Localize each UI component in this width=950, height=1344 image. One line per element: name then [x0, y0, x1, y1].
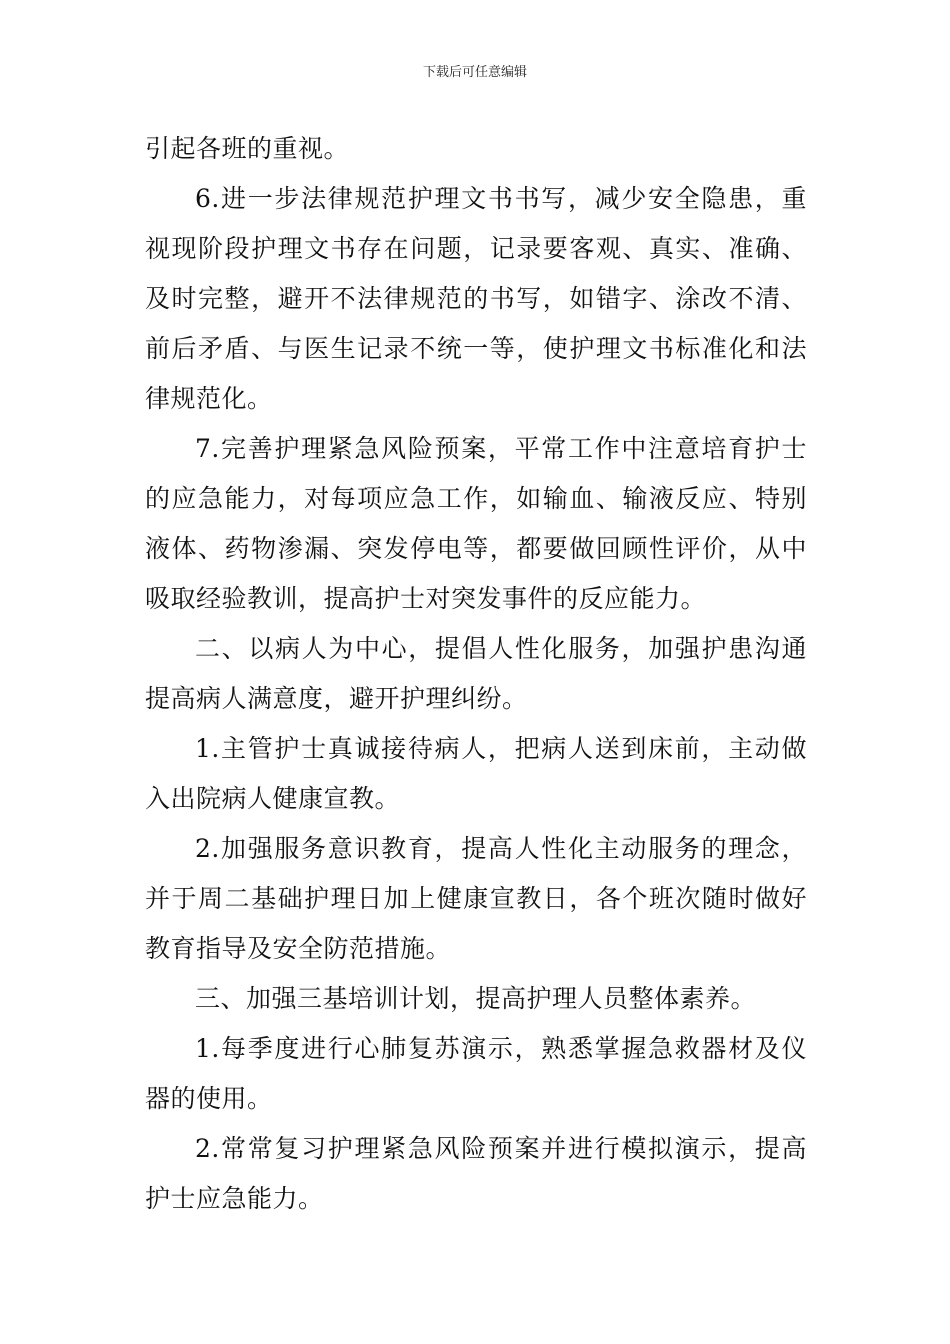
text-line: 1.每季度进行心肺复苏演示，熟悉掌握急救器材及仪	[195, 1034, 807, 1063]
text-line: 的应急能力，对每项应急工作，如输血、输液反应、特别	[145, 484, 807, 513]
text-line: 护士应急能力。	[145, 1184, 324, 1213]
document-body	[145, 124, 807, 1224]
text-line: 前后矛盾、与医生记录不统一等，使护理文书标准化和法	[145, 334, 807, 363]
text-line: 6.进一步法律规范护理文书书写，减少安全隐患，重	[195, 184, 807, 213]
paragraph	[145, 174, 807, 424]
text-line: 2.加强服务意识教育，提高人性化主动服务的理念，	[195, 834, 807, 863]
text-line: 及时完整，避开不法律规范的书写，如错字、涂改不清、	[145, 284, 807, 313]
text-line: 器的使用。	[145, 1084, 273, 1113]
text-line: 2.常常复习护理紧急风险预案并进行模拟演示，提高	[195, 1134, 807, 1163]
paragraph	[145, 724, 807, 824]
text-line: 提高病人满意度，避开护理纠纷。	[145, 684, 528, 713]
page-header: 下载后可任意编辑	[422, 65, 527, 80]
text-line: 二、以病人为中心，提倡人性化服务，加强护患沟通	[195, 634, 807, 663]
paragraph	[145, 1124, 807, 1224]
paragraph	[145, 824, 807, 974]
text-line: 7.完善护理紧急风险预案，平常工作中注意培育护士	[195, 434, 807, 463]
text-line: 教育指导及安全防范措施。	[145, 934, 452, 963]
text-line: 三、加强三基培训计划，提高护理人员整体素养。	[195, 984, 757, 1013]
text-line: 律规范化。	[145, 384, 273, 413]
text-line: 1.主管护士真诚接待病人，把病人送到床前，主动做	[195, 734, 807, 763]
paragraph	[145, 424, 807, 624]
text-line: 吸取经验教训，提高护士对突发事件的反应能力。	[145, 584, 707, 613]
paragraph	[145, 1024, 807, 1124]
paragraph	[145, 124, 807, 174]
text-line: 入出院病人健康宣教。	[145, 784, 401, 813]
section-heading	[145, 974, 807, 1024]
text-line: 视现阶段护理文书存在问题，记录要客观、真实、准确、	[145, 234, 807, 263]
text-line: 液体、药物渗漏、突发停电等，都要做回顾性评价，从中	[145, 534, 807, 563]
text-line: 引起各班的重视。	[145, 134, 350, 163]
section-heading	[145, 624, 807, 724]
text-line: 并于周二基础护理日加上健康宣教日，各个班次随时做好	[145, 884, 807, 913]
